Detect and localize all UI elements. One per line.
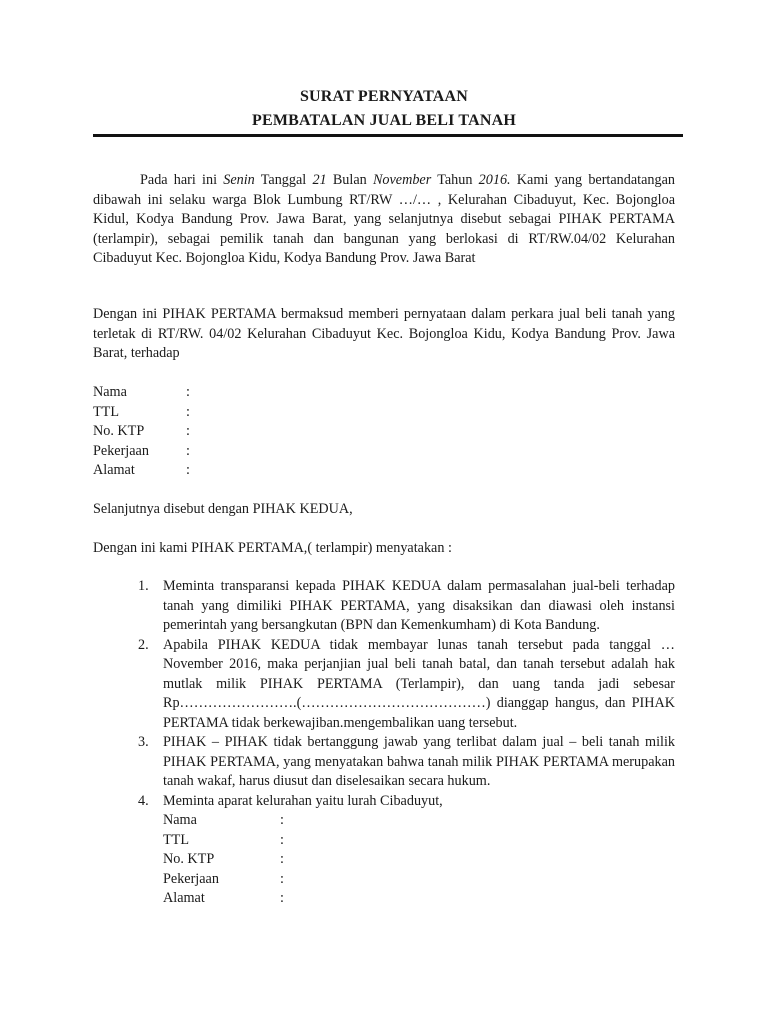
- field-row-nama: [93, 383, 190, 403]
- field-label: TTL: [93, 403, 119, 420]
- document-title: SURAT PERNYATAAN: [299, 88, 469, 105]
- text-segment: Tahun: [431, 172, 479, 188]
- field-label: No. KTP: [163, 851, 215, 867]
- month-value: November: [372, 172, 432, 188]
- field-row-pekerjaan: [93, 442, 190, 462]
- field-separator: :: [280, 831, 284, 848]
- list-number: 3.: [138, 734, 149, 750]
- list-text: Meminta transparansi kepada PIHAK KEDUA dalam permasalahan jual-beli terhadap tanah yang dimiliki PIHAK PERTAMA, yang disaksikan dan diawasi oleh instansi pemerintah yang bersangkutan (BPN dan Kemenkumham) di Kota Bandung.: [163, 578, 675, 633]
- text-segment: Tanggal: [254, 172, 313, 188]
- list-text: Meminta aparat kelurahan yaitu lurah Cibaduyut,: [163, 792, 443, 809]
- field-separator: :: [280, 890, 284, 906]
- title-underline: [93, 134, 683, 137]
- field-row-pekerjaan: [163, 870, 675, 890]
- second-party-fields: [93, 383, 190, 481]
- field-label: Pekerjaan: [93, 442, 149, 459]
- list-text: PIHAK – PIHAK tidak bertanggung jawab yang terlibat dalam jual – beli tanah milik PIHAK PERTAMA, yang menyatakan bahwa tanah milik PIHAK PERTAMA merupakan tanah wakaf, harus diusut dan diselesaikan secara hukum.: [163, 734, 675, 789]
- field-label: Alamat: [93, 462, 135, 478]
- declaration-intro: Dengan ini kami PIHAK PERTAMA,( terlampir) menyatakan :: [93, 540, 452, 556]
- document-subtitle: PEMBATALAN JUAL BELI TANAH: [251, 112, 517, 129]
- text-segment: Pada hari ini: [140, 172, 224, 188]
- field-label: Nama: [93, 384, 127, 400]
- field-separator: :: [186, 403, 190, 420]
- list-item: [138, 577, 675, 636]
- field-row-ktp: [163, 850, 675, 870]
- statement-paragraph: Dengan ini PIHAK PERTAMA bermaksud memberi pernyataan dalam perkara jual beli tanah yang terletak di RT/RW. 04/02 Kelurahan Cibaduyut Kec. Bojongloa Kidu, Kodya Bandung Prov. Jawa Barat, terhadap: [93, 306, 675, 361]
- field-label: Nama: [163, 812, 197, 828]
- field-separator: :: [280, 870, 284, 887]
- text-segment: Bulan: [326, 172, 373, 188]
- field-separator: :: [186, 442, 190, 459]
- year-value: 2016.: [478, 172, 511, 188]
- field-label: Pekerjaan: [163, 870, 219, 887]
- date-value: 21: [312, 172, 327, 188]
- list-number: 2.: [138, 636, 149, 653]
- field-row-nama: [163, 811, 675, 831]
- opening-paragraph: [93, 171, 675, 269]
- field-label: TTL: [163, 831, 189, 848]
- list-number: 1.: [138, 578, 149, 594]
- second-party-paragraph: Selanjutnya disebut dengan PIHAK KEDUA,: [93, 501, 353, 517]
- field-label: Alamat: [163, 890, 205, 906]
- field-separator: :: [186, 384, 190, 400]
- official-fields: [163, 811, 675, 909]
- day-value: Senin: [223, 172, 255, 188]
- list-item: [138, 636, 675, 734]
- field-row-alamat: [93, 461, 190, 481]
- field-row-ttl: [93, 403, 190, 423]
- field-separator: :: [186, 423, 190, 439]
- field-row-ktp: [93, 422, 190, 442]
- field-separator: :: [186, 462, 190, 478]
- field-row-alamat: [163, 889, 675, 909]
- declaration-list: [138, 577, 675, 909]
- field-separator: :: [280, 851, 284, 867]
- field-separator: :: [280, 812, 284, 828]
- list-item: [138, 792, 675, 909]
- field-row-ttl: [163, 831, 675, 851]
- list-item-content: [163, 792, 675, 909]
- text-segment: Kami yang bertandatangan dibawah ini selaku warga Blok Lumbung RT/RW …/… , Kelurahan Cibaduyut, Kec. Bojongloa Kidul, Kodya Bandung Prov. Jawa Barat, yang selanjutnya disebut sebagai PIHAK PERTAMA (terlampir), sebagai pemilik tanah dan bangunan yang berlokasi di RT/RW.04/02 Kelurahan Cibaduyut Kec. Bojongloa Kidu, Kodya Bandung Prov. Jawa Barat: [93, 172, 675, 266]
- list-text: Apabila PIHAK KEDUA tidak membayar lunas tanah tersebut pada tanggal … November 2016, maka perjanjian jual beli tanah batal, dan tanah tersebut adalah hak mutlak milik PIHAK PERTAMA (Terlampir), dan uang tanda jadi sebesar Rp…………………….(…………………………………) dianggap hangus, dan PIHAK PERTAMA tidak berkewajiban.mengembalikan uang tersebut.: [163, 636, 675, 731]
- field-label: No. KTP: [93, 423, 145, 439]
- list-item: [138, 733, 675, 792]
- list-number: 4.: [138, 792, 149, 809]
